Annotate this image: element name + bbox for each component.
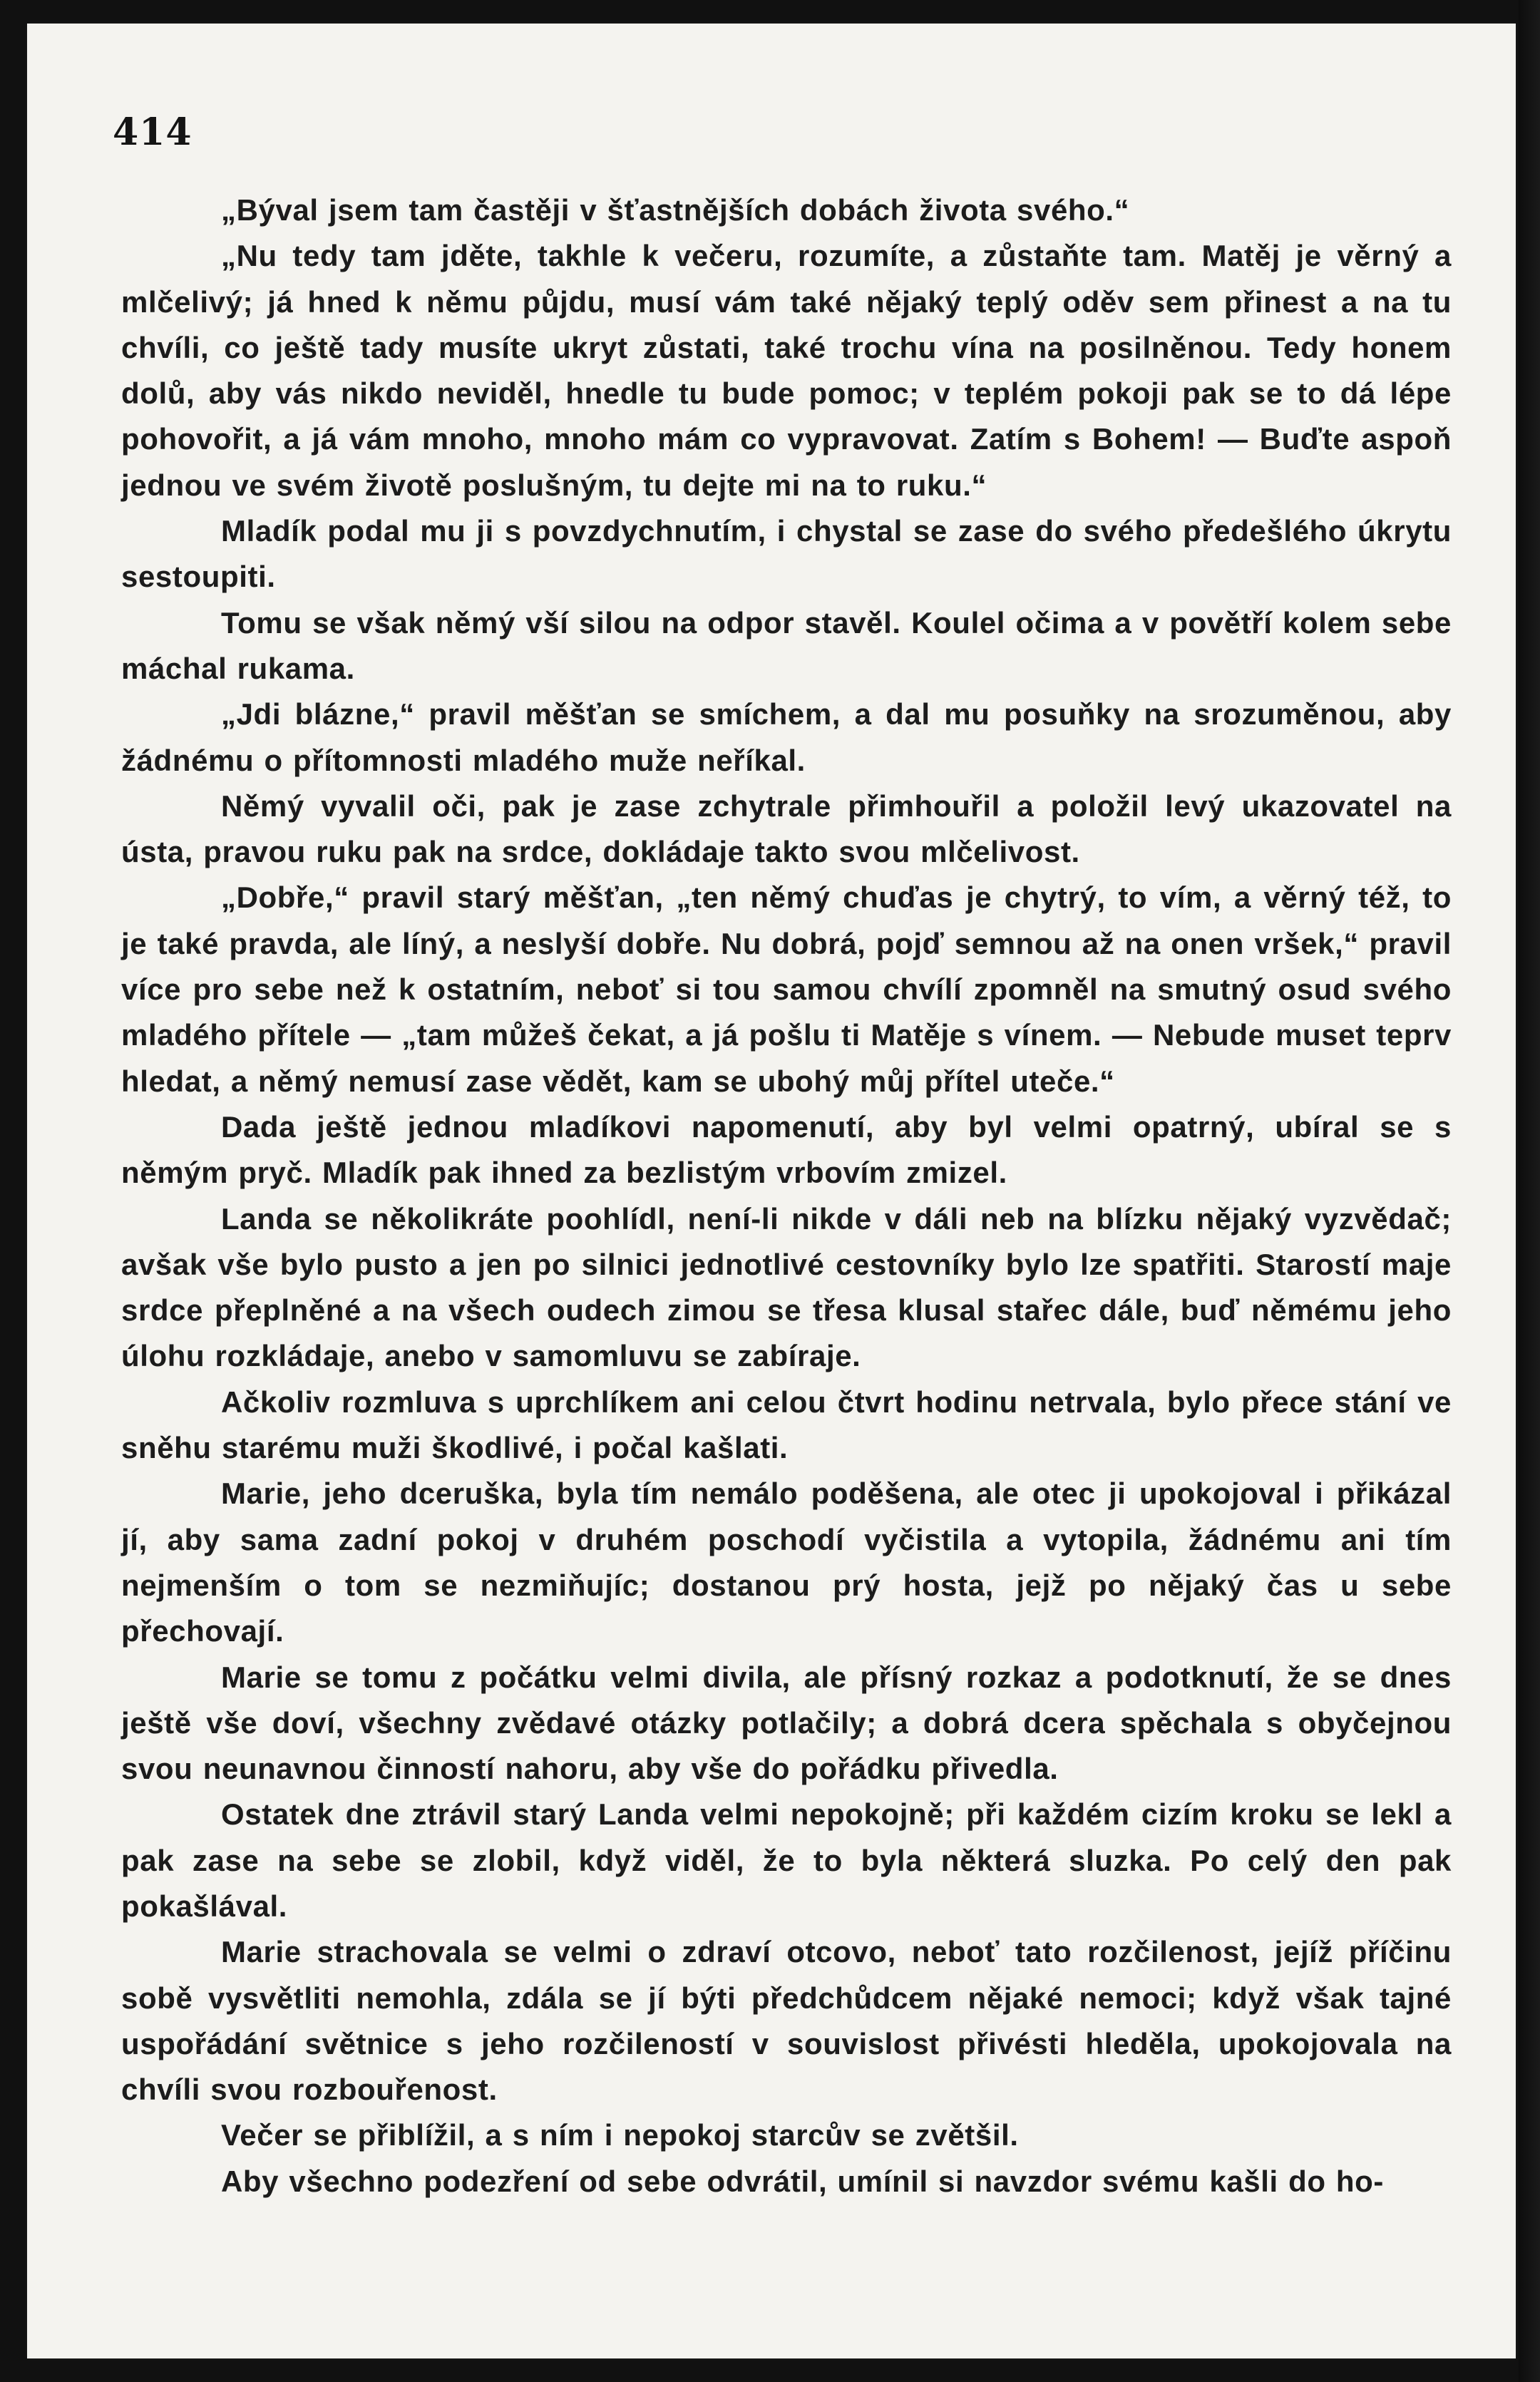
body-text xyxy=(121,188,1452,2204)
book-page xyxy=(27,24,1516,2358)
paragraph: Dada ještě jednou mladíkovi napomenutí, aby byl velmi opatrný, ubíral se s němým pryč. Mladík pak ihned za bezlistým vrbovím zmizel. xyxy=(121,1109,1452,1190)
paragraph: Němý vyvalil oči, pak je zase zchytrale přimhouřil a položil levý ukazovatel na ústa, pravou ruku pak na srdce, dokládaje takto svou mlčelivost. xyxy=(121,789,1452,869)
paragraph: „Býval jsem tam častěji v šťastnějších dobách života svého.“ xyxy=(221,193,1130,227)
paragraph: Ačkoliv rozmluva s uprchlíkem ani celou čtvrt hodinu netrvala, bylo přece stání ve sněhu starému muži škodlivé, i počal kašlati. xyxy=(121,1385,1452,1465)
paragraph: Marie, jeho dceruška, byla tím nemálo poděšena, ale otec ji upokojoval i přikázal jí, aby sama zadní pokoj v druhém poschodí vyčistila a vytopila, žádnému ani tím nejmenším o tom se nezmiňujíc; dostanou prý hosta, jejž po nějaký čas u sebe přechovají. xyxy=(121,1477,1452,1648)
paragraph: Tomu se však němý vší silou na odpor stavěl. Koulel očima a v povětří kolem sebe máchal rukama. xyxy=(121,605,1452,685)
paragraph: Marie se tomu z počátku velmi divila, ale přísný rozkaz a podotknutí, že se dnes ještě vše doví, všechny zvědavé otázky potlačily; a dobrá dcera spěchala s obyčejnou svou neunavnou činností nahoru, aby vše do pořádku přivedla. xyxy=(121,1660,1452,1786)
paragraph: „Jdi blázne,“ pravil měšťan se smíchem, a dal mu posuňky na srozuměnou, aby žádnému o přítomnosti mladého muže neříkal. xyxy=(121,697,1452,777)
paragraph: Aby všechno podezření od sebe odvrátil, umínil si navzdor svému kašli do ho- xyxy=(221,2164,1384,2198)
paragraph: Marie strachovala se velmi o zdraví otcovo, neboť tato rozčilenost, jejíž příčinu sobě vysvětliti nemohla, zdála se jí býti předchůdcem nějaké nemoci; když však tajné uspořádání světnice s jeho rozčileností v souvislost přivésti hleděla, upokojovala na chvíli svou rozbouřenost. xyxy=(121,1935,1452,2107)
scan-edge-shadow xyxy=(1519,0,1540,2382)
paragraph: Večer se přiblížil, a s ním i nepokoj starcův se zvětšil. xyxy=(221,2118,1019,2152)
paragraph: Ostatek dne ztrávil starý Landa velmi nepokojně; při každém cizím kroku se lekl a pak zase na sebe se zlobil, když viděl, že to byla některá sluzka. Po celý den pak pokašlával. xyxy=(121,1797,1452,1923)
page-number: 414 xyxy=(113,111,192,154)
paragraph: Mladík podal mu ji s povzdychnutím, i chystal se zase do svého předešlého úkrytu sestoupiti. xyxy=(121,514,1452,594)
paragraph: „Dobře,“ pravil starý měšťan, „ten němý chuďas je chytrý, to vím, a věrný též, to je také pravda, ale líný, a neslyší dobře. Nu dobrá, pojď semnou až na onen vršek,“ pravil více pro sebe než k ostatním, neboť si tou samou chvílí zpomněl na smutný osud svého mladého přítele — „tam můžeš čekat, a já pošlu ti Matěje s vínem. — Nebude muset teprv hledat, a němý nemusí zase vědět, kam se ubohý můj přítel uteče.“ xyxy=(121,881,1452,1098)
paragraph: „Nu tedy tam jděte, takhle k večeru, rozumíte, a zůstaňte tam. Matěj je věrný a mlčelivý; já hned k němu půjdu, musí vám také nějaký teplý oděv sem přinest a na tu chvíli, co ještě tady musíte ukryt zůstati, také trochu vína na posilněnou. Tedy honem dolů, aby vás nikdo neviděl, hnedle tu bude pomoc; v teplém pokoji pak se to dá lépe pohovořit, a já vám mnoho, mnoho mám co vypravovat. Zatím s Bohem! — Buďte aspoň jednou ve svém životě poslušným, tu dejte mi na to ruku.“ xyxy=(121,239,1452,502)
paragraph: Landa se několikráte poohlídl, není-li nikde v dáli neb na blízku nějaký vyzvědač; avšak vše bylo pusto a jen po silnici jednotlivé cestovníky bylo lze spatřiti. Starostí maje srdce přeplněné a na všech oudech zimou se třesa klusal stařec dále, buď němému jeho úlohu rozkládaje, anebo v samomluvu se zabíraje. xyxy=(121,1201,1452,1373)
